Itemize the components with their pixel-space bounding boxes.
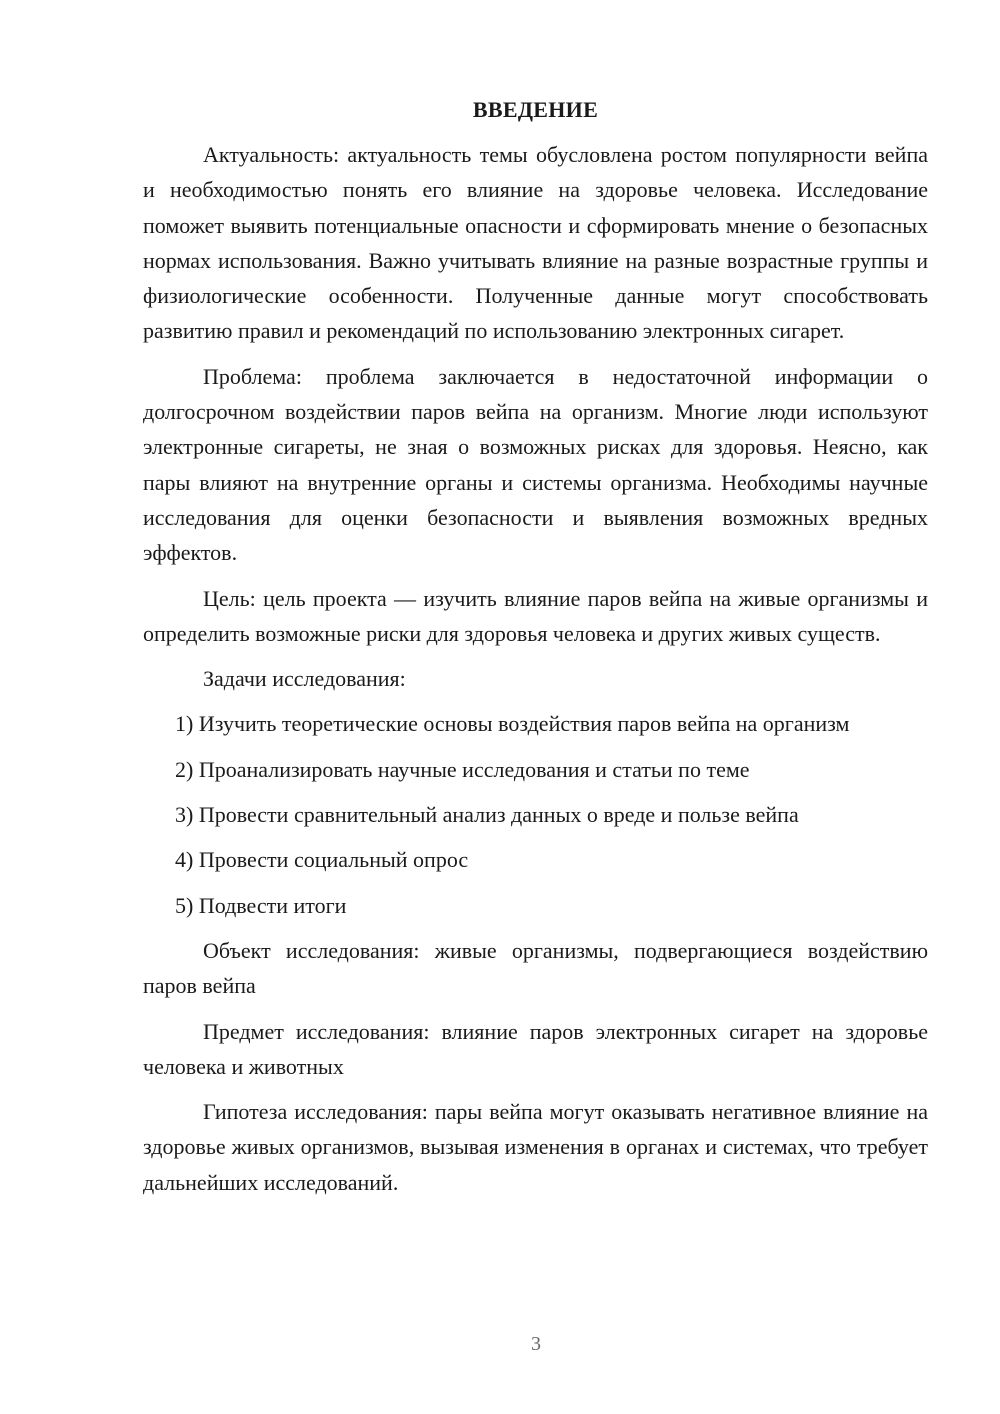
goal-paragraph: Цель: цель проекта — изучить влияние паров вейпа на живые организмы и определить возможные риски для здоровья человека и других живых существ. xyxy=(143,585,928,646)
task-item: 1) Изучить теоретические основы воздействия паров вейпа на организм xyxy=(175,711,850,737)
object-paragraph: Объект исследования: живые организмы, подвергающиеся воздействию паров вейпа xyxy=(143,937,928,999)
tasks-heading: Задачи исследования: xyxy=(203,666,406,692)
page-number: 3 xyxy=(531,1333,541,1355)
relevance-paragraph: Актуальность: актуальность темы обусловлена ростом популярности вейпа и необходимостью понять его влияние на здоровье человека. Исследование поможет выявить потенциальные опасности и сформировать мнение о безопасных нормах использования. Важно учитывать влияние на разные возрастные группы и физиологические особенности. Полученные данные могут способствовать развитию правил и рекомендаций по использованию электронных сигарет. xyxy=(143,142,928,344)
task-item: 2) Проанализировать научные исследования и статьи по теме xyxy=(175,756,750,782)
problem-paragraph: Проблема: проблема заключается в недостаточной информации о долгосрочном воздействии паров вейпа на организм. Многие люди используют электронные сигареты, не зная о возможных рисках для здоровья. Неясно, как пары влияют на внутренние органы и системы организма. Необходимы научные исследования для оценки безопасности и выявления возможных вредных эффектов. xyxy=(143,363,928,566)
document-title: ВВЕДЕНИЕ xyxy=(472,97,599,122)
task-item: 5) Подвести итоги xyxy=(175,892,347,918)
document-page xyxy=(143,94,928,1200)
task-item: 4) Провести социальный опрос xyxy=(175,847,469,873)
tasks-list xyxy=(143,706,928,922)
hypothesis-paragraph: Гипотеза исследования: пары вейпа могут оказывать негативное влияние на здоровье живых организмов, вызывая изменения в органах и системах, что требует дальнейших исследований. xyxy=(143,1099,928,1195)
task-item: 3) Провести сравнительный анализ данных о вреде и пользе вейпа xyxy=(175,802,799,828)
subject-paragraph: Предмет исследования: влияние паров электронных сигарет на здоровье человека и животных xyxy=(143,1018,928,1079)
